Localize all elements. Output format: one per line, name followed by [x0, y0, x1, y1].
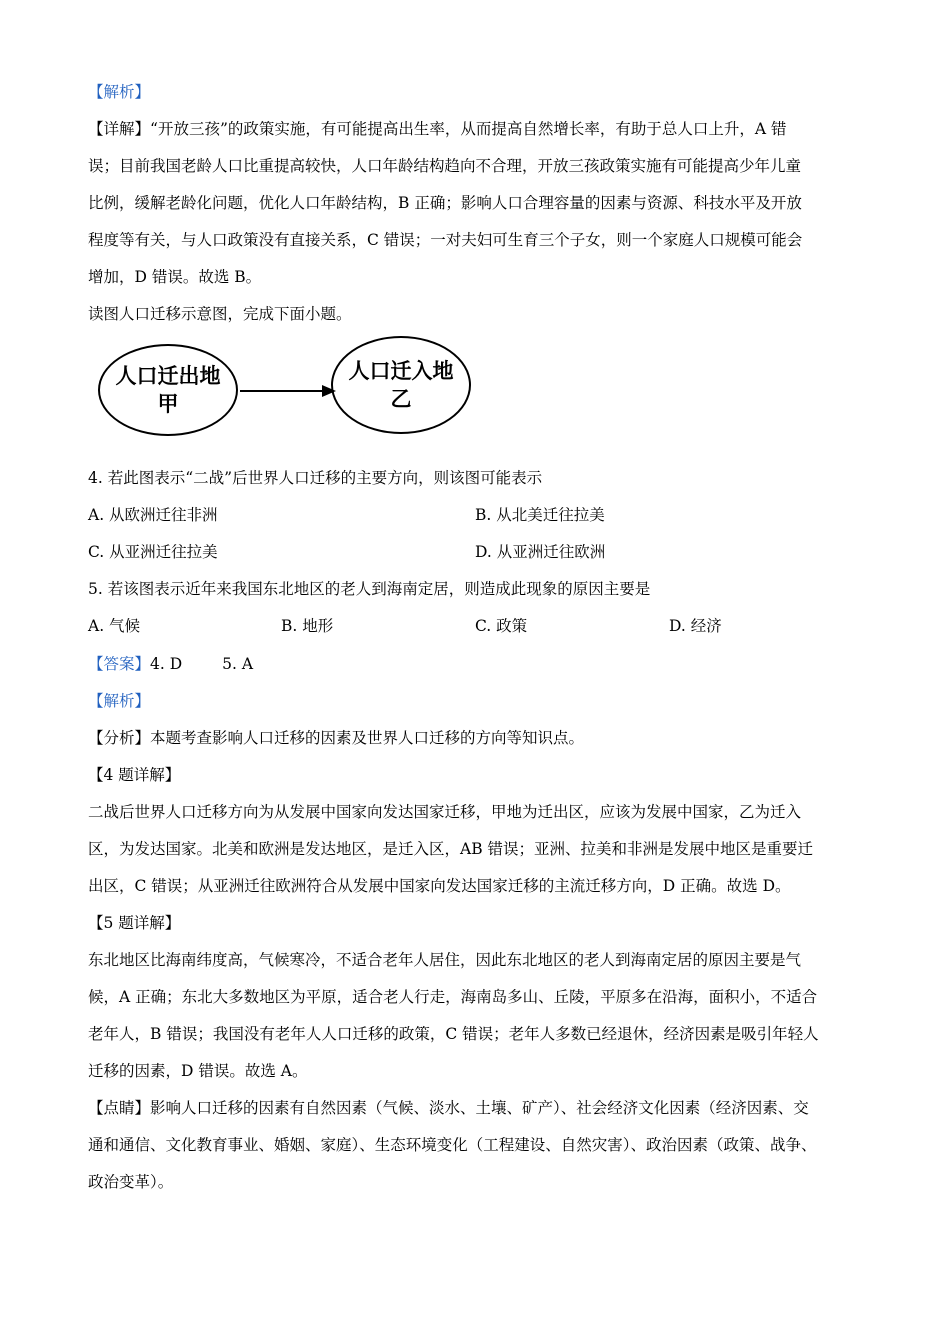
- d4-line-3: 出区，C 错误；从亚洲迁往欧洲符合从发展中国家向发达国家迁移的主流迁移方向，D 正确。故选 D。: [88, 877, 791, 895]
- q4-option-d: D. 从亚洲迁往欧洲: [475, 543, 606, 561]
- migration-diagram: [98, 336, 498, 456]
- target-sub-label: 乙: [390, 387, 412, 411]
- d4-line-1: 二战后世界人口迁移方向为从发展中国家向发达国家迁移，甲地为迁出区，应该为发展中国家，乙为迁入: [88, 803, 802, 821]
- answer-5: 5. A: [222, 655, 254, 673]
- analysis-tag: 【解析】: [88, 692, 151, 710]
- fenxi-text: 本题考查影响人口迁移的因素及世界人口迁移的方向等知识点。: [150, 729, 585, 747]
- prev-analysis-tag: 【解析】: [88, 83, 151, 101]
- q4-option-a: A. 从欧洲迁往非洲: [88, 506, 218, 524]
- prev-detail-line-1: 【详解】“开放三孩”的政策实施，有可能提高出生率，从而提高自然增长率，有助于总人口上升，A 错: [88, 120, 787, 138]
- target-label: 人口迁入地: [348, 359, 454, 383]
- answer-4: 4. D: [150, 655, 183, 673]
- target-ellipse: [331, 336, 471, 434]
- d5-line-3: 老年人，B 错误；我国没有老年人人口迁移的政策，C 错误；老年人多数已经退休，经济因素是吸引年轻人: [88, 1025, 819, 1043]
- d5-line-1: 东北地区比海南纬度高，气候寒冷，不适合老年人居住，因此东北地区的老人到海南定居的原因主要是气: [88, 951, 802, 969]
- intro-text: 读图人口迁移示意图，完成下面小题。: [88, 305, 352, 323]
- q4-option-b: B. 从北美迁往拉美: [475, 506, 605, 524]
- q4-option-c: C. 从亚洲迁往拉美: [88, 543, 218, 561]
- q5-option-b: B. 地形: [281, 617, 334, 635]
- d5-line-2: 候，A 正确；东北大多数地区为平原，适合老人行走，海南岛多山、丘陵，平原多在沿海，面积小，不适合: [88, 988, 818, 1006]
- dianjing-line-3: 政治变革）。: [88, 1173, 174, 1191]
- d4-line-2: 区，为发达国家。北美和欧洲是发达地区，是迁入区，AB 错误；亚洲、拉美和非洲是发展中地区是重要迁: [88, 840, 814, 858]
- prev-detail-tag: 【详解】: [88, 120, 151, 138]
- d5-tag: 【5 题详解】: [88, 914, 181, 932]
- answer-tag: 【答案】: [88, 655, 151, 673]
- arrow-shaft: [240, 390, 326, 392]
- fenxi-line: [88, 728, 584, 748]
- prev-detail-line-2: 误；目前我国老龄人口比重提高较快，人口年龄结构趋向不合理，开放三孩政策实施有可能提高少年儿童: [88, 157, 802, 175]
- dianjing-line-2: 通和通信、文化教育事业、婚姻、家庭）、生态环境变化（工程建设、自然灾害）、政治因素（政策、战争、: [88, 1136, 817, 1154]
- source-ellipse: [98, 344, 238, 436]
- dianjing-line-1: 【点睛】影响人口迁移的因素有自然因素（气候、淡水、土壤、矿产）、社会经济文化因素（经济因素、交: [88, 1099, 809, 1117]
- d4-tag: 【4 题详解】: [88, 766, 181, 784]
- source-sub-label: 甲: [157, 392, 179, 416]
- fenxi-tag: 【分析】: [88, 729, 151, 747]
- answer-line: [88, 654, 253, 674]
- d5-line-4: 迁移的因素，D 错误。故选 A。: [88, 1062, 308, 1080]
- q4-stem: 4. 若此图表示“二战”后世界人口迁移的主要方向，则该图可能表示: [88, 469, 543, 487]
- q5-option-d: D. 经济: [669, 617, 722, 635]
- q5-stem: 5. 若该图表示近年来我国东北地区的老人到海南定居，则造成此现象的原因主要是: [88, 580, 651, 598]
- source-label: 人口迁出地: [115, 364, 221, 388]
- prev-detail-line-4: 程度等有关，与人口政策没有直接关系，C 错误；一对夫妇可生育三个子女，则一个家庭人口规模可能会: [88, 231, 803, 249]
- prev-detail-line-3: 比例，缓解老龄化问题，优化人口年龄结构，B 正确；影响人口合理容量的因素与资源、科技水平及开放: [88, 194, 802, 212]
- prev-detail-line-5: 增加，D 错误。故选 B。: [88, 268, 262, 286]
- q5-option-c: C. 政策: [475, 617, 528, 635]
- dianjing-tag: 【点睛】: [88, 1099, 151, 1117]
- q5-option-a: A. 气候: [88, 617, 141, 635]
